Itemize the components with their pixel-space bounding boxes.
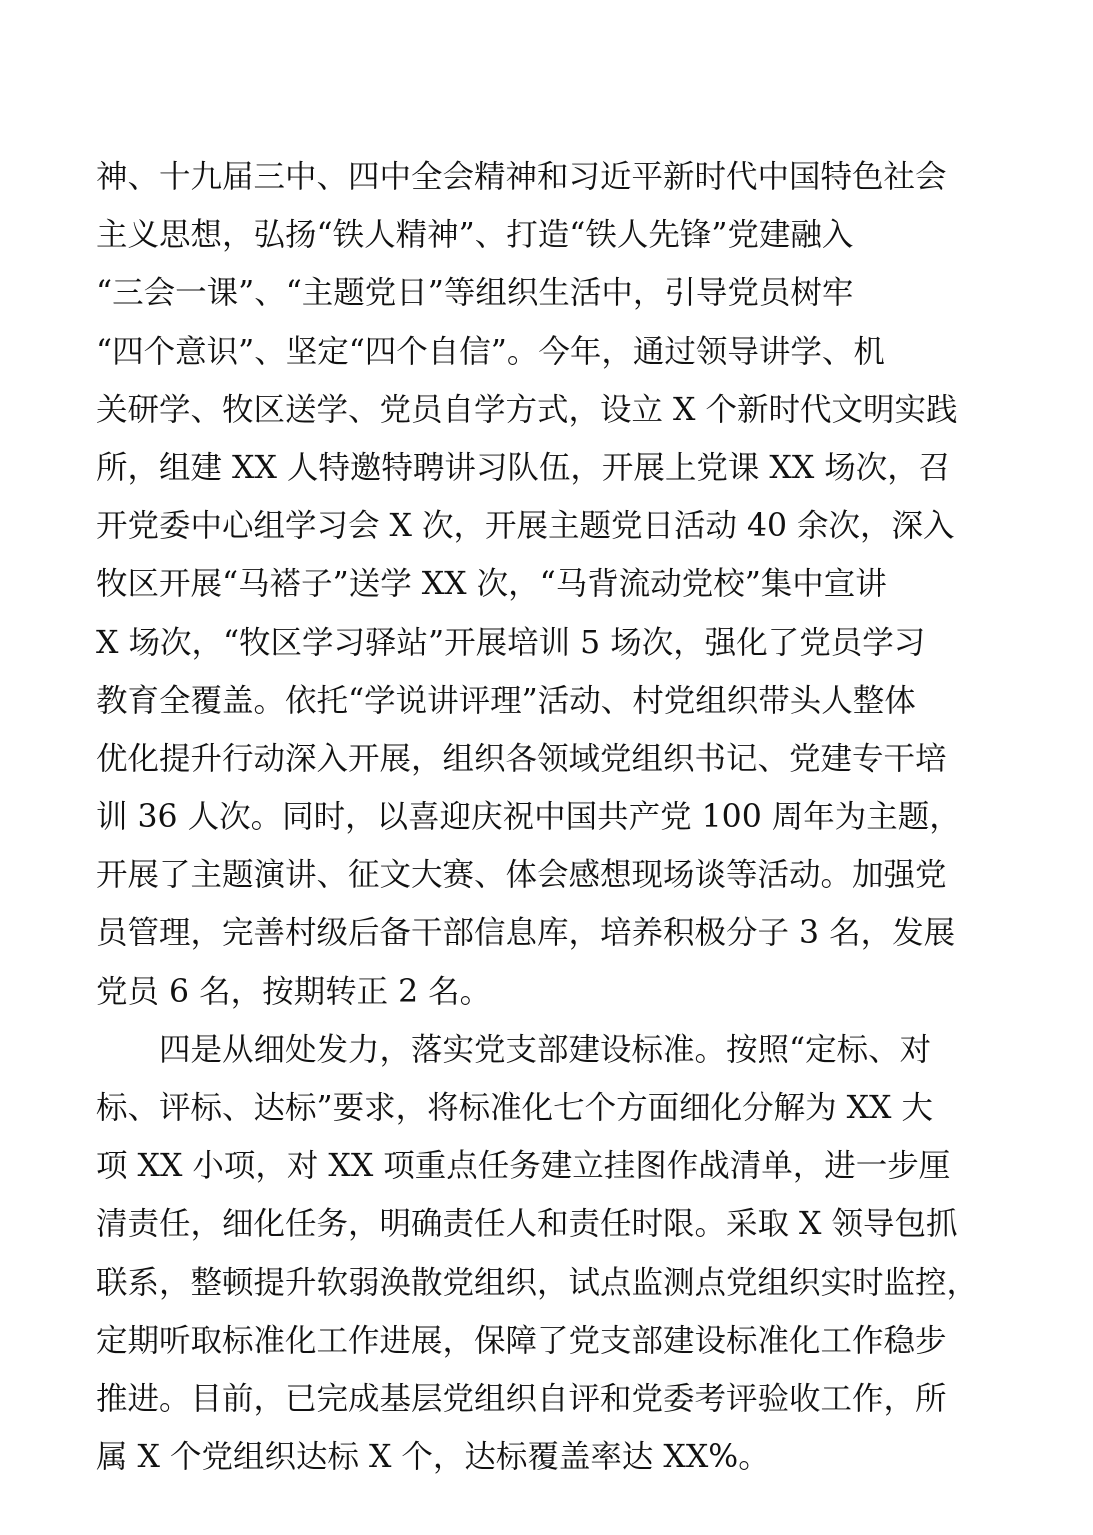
text-line: X 场次，“牧区学习驿站”开展培训 5 场次，强化了党员学习	[96, 624, 926, 661]
text-line: 四是从细处发力，落实党支部建设标准。按照“定标、对	[96, 1031, 932, 1068]
text-line: 标、评标、达标”要求，将标准化七个方面细化分解为 XX 大	[96, 1090, 933, 1126]
text-line: 主义思想，弘扬“铁人精神”、打造“铁人先锋”党建融入	[96, 217, 854, 254]
text-line: 推进。目前，已完成基层党组织自评和党委考评验收工作，所	[96, 1380, 947, 1417]
text-line: 开党委中心组学习会 X 次，开展主题党日活动 40 余次，深入	[96, 508, 955, 545]
text-line: 牧区开展“马褡子”送学 XX 次，“马背流动党校”集中宣讲	[96, 566, 887, 603]
text-line: 项 XX 小项，对 XX 项重点任务建立挂图作战清单，进一步厘	[96, 1148, 951, 1185]
text-line: 员管理，完善村级后备干部信息库，培养积极分子 3 名，发展	[96, 915, 956, 952]
text-line: 党员 6 名，按期转正 2 名。	[96, 973, 492, 1010]
text-line: 神、十九届三中、四中全会精神和习近平新时代中国特色社会	[96, 159, 947, 195]
text-line: “四个意识”、坚定“四个自信”。今年，通过领导讲学、机	[96, 333, 885, 370]
text-line: “三会一课”、“主题党日”等组织生活中，引导党员树牢	[96, 275, 854, 312]
text-line: 所，组建 XX 人特邀特聘讲习队伍，开展上党课 XX 场次，召	[96, 449, 951, 486]
text-line: 开展了主题演讲、征文大赛、体会感想现场谈等活动。加强党	[96, 857, 947, 894]
text-line: 关研学、牧区送学、党员自学方式，设立 X 个新时代文明实践	[96, 391, 958, 428]
text-line: 优化提升行动深入开展，组织各领域党组织书记、党建专干培	[96, 740, 947, 777]
text-line: 教育全覆盖。依托“学说讲评理”活动、村党组织带头人整体	[96, 682, 916, 719]
text-line: 定期听取标准化工作进展，保障了党支部建设标准化工作稳步	[96, 1322, 947, 1359]
text-line: 训 36 人次。同时，以喜迎庆祝中国共产党 100 周年为主题，	[96, 799, 961, 836]
body-text	[96, 148, 1008, 1486]
text-line: 清责任，细化任务，明确责任人和责任时限。采取 X 领导包抓	[96, 1206, 958, 1243]
text-line: 联系，整顿提升软弱涣散党组织，试点监测点党组织实时监控，	[96, 1264, 979, 1301]
text-line: 属 X 个党组织达标 X 个，达标覆盖率达 XX%。	[96, 1439, 770, 1476]
